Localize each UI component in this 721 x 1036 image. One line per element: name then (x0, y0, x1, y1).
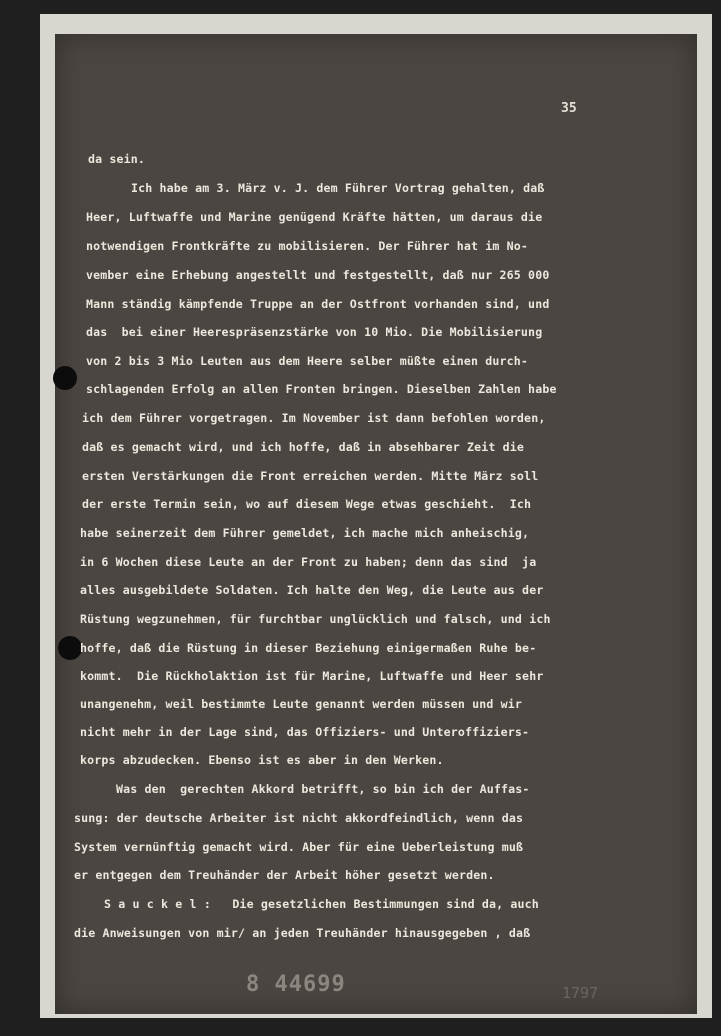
archive-number: 8 44699 (246, 972, 346, 997)
text-line: kommt. Die Rückholaktion ist für Marine, Luftwaffe und Heer sehr (80, 669, 544, 683)
text-line: ich dem Führer vorgetragen. Im November ist dann befohlen worden, (82, 411, 546, 425)
text-line: die Anweisungen von mir/ an jeden Treuhänder hinausgegeben , daß (74, 926, 531, 940)
text-line: das bei einer Heerespräsenzstärke von 10 Mio. Die Mobilisierung (86, 325, 543, 339)
text-line: sung: der deutsche Arbeiter ist nicht akkordfeindlich, wenn das (74, 811, 524, 825)
text-line: korps abzudecken. Ebenso ist es aber in den Werken. (80, 753, 444, 767)
text-line: schlagenden Erfolg an allen Fronten bringen. Dieselben Zahlen habe (86, 382, 557, 396)
text-line: alles ausgebildete Soldaten. Ich halte den Weg, die Leute aus der (80, 583, 544, 597)
text-line: der erste Termin sein, wo auf diesem Wege etwas geschieht. Ich (82, 497, 532, 511)
punch-hole-top (53, 366, 77, 390)
text-line: Was den gerechten Akkord betrifft, so bin ich der Auffas- (116, 782, 530, 796)
text-line: nicht mehr in der Lage sind, das Offiziers- und Unteroffiziers- (80, 725, 530, 739)
text-line: hoffe, daß die Rüstung in dieser Beziehung einigermaßen Ruhe be- (80, 641, 537, 655)
text-line: er entgegen dem Treuhänder der Arbeit höher gesetzt werden. (74, 868, 495, 882)
text-line: Mann ständig kämpfende Truppe an der Ostfront vorhanden sind, und (86, 297, 550, 311)
text-line: Heer, Luftwaffe und Marine genügend Kräfte hätten, um daraus die (86, 210, 543, 224)
text-line: S a u c k e l : Die gesetzlichen Bestimmungen sind da, auch (104, 897, 539, 911)
text-line: in 6 Wochen diese Leute an der Front zu haben; denn das sind ja (80, 555, 537, 569)
text-line: habe seinerzeit dem Führer gemeldet, ich mache mich anheischig, (80, 526, 530, 540)
text-line: Ich habe am 3. März v. J. dem Führer Vortrag gehalten, daß (131, 181, 545, 195)
text-line: unangenehm, weil bestimmte Leute genannt werden müssen und wir (80, 697, 523, 711)
text-line: vember eine Erhebung angestellt und festgestellt, daß nur 265 000 (86, 268, 550, 282)
stamp-number: 1797 (562, 984, 599, 1002)
text-line: von 2 bis 3 Mio Leuten aus dem Heere selber müßte einen durch- (86, 354, 529, 368)
punch-hole-bottom (58, 636, 82, 660)
text-line: da sein. (88, 152, 146, 166)
page-number: 35 (561, 101, 577, 116)
text-line: ersten Verstärkungen die Front erreichen werden. Mitte März soll (82, 469, 539, 483)
text-line: Rüstung wegzunehmen, für furchtbar unglücklich und falsch, und ich (80, 612, 551, 626)
text-line: daß es gemacht wird, und ich hoffe, daß in absehbarer Zeit die (82, 440, 525, 454)
text-line: System vernünftig gemacht wird. Aber für eine Ueberleistung muß (74, 840, 524, 854)
text-line: notwendigen Frontkräfte zu mobilisieren. Der Führer hat im No- (86, 239, 529, 253)
